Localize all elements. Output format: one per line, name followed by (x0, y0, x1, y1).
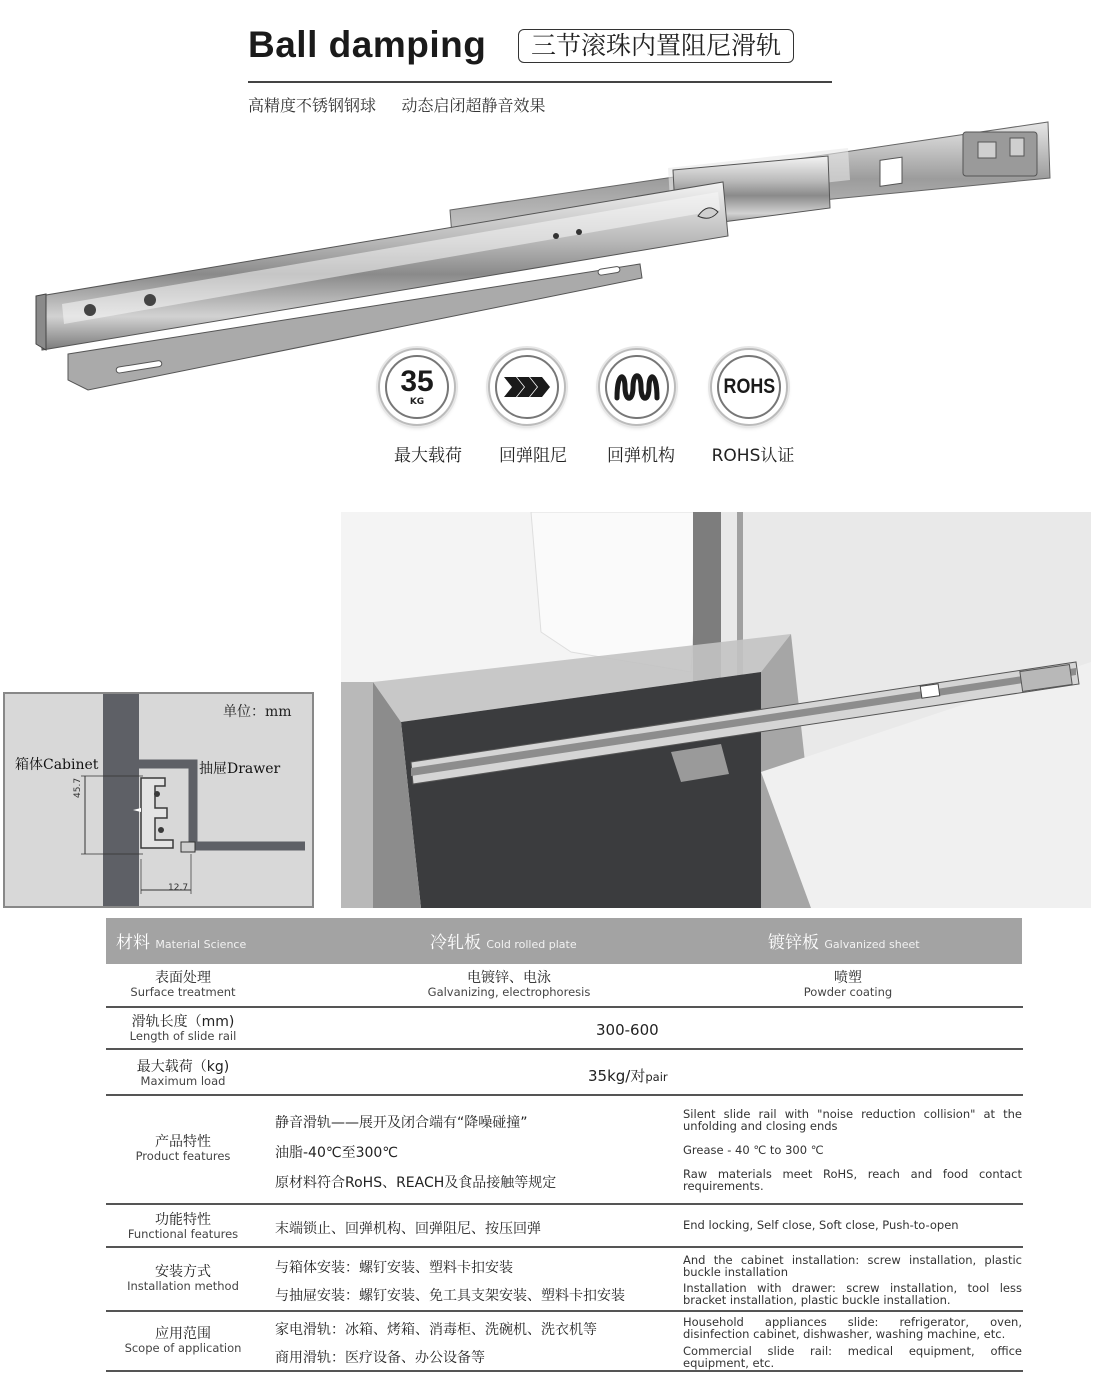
row-label-surface (106, 970, 260, 999)
surface-label-en: Surface treatment (130, 985, 236, 999)
function-en: End locking, Self close, Soft close, Push-to-open (683, 1218, 959, 1232)
product-feature-en: Silent slide rail with "noise reduction collision" at the unfolding and closing ends (683, 1107, 1022, 1133)
rohs-label: ROHS认证 (711, 446, 795, 466)
header-material-cn: 材料 (116, 933, 150, 953)
function-cn: 末端锁止、回弹机构、回弹阻尼、按压回弹 (275, 1221, 541, 1237)
load-value-main: 35kg/对 (588, 1067, 646, 1085)
max-load-badge (378, 348, 456, 426)
function-label-en: Functional features (127, 1227, 239, 1241)
row-label-length (106, 1014, 260, 1043)
function-label-cn: 功能特性 (155, 1212, 211, 1228)
product-feature-cn: 静音滑轨——展开及闭合端有“降噪碰撞” (275, 1115, 528, 1131)
load-value: 35 (400, 365, 434, 398)
product-feature-en: Raw materials meet RoHS, reach and food contact requirements. (683, 1167, 1022, 1193)
title-cn: 三节滚珠内置阻尼滑轨 (518, 29, 794, 63)
surface-galvanized (748, 970, 948, 999)
load-value-suffix: pair (645, 1070, 668, 1084)
height-dimension: 45.7 (73, 777, 83, 798)
header-galvanized (768, 928, 920, 953)
header-material-en: Material Science (155, 938, 247, 951)
row-label-install (106, 1264, 260, 1293)
row-divider (106, 1246, 1023, 1248)
surface-c2-en: Powder coating (803, 985, 893, 999)
product-label-cn: 产品特性 (155, 1134, 211, 1150)
width-dimension: 12.7 (168, 883, 189, 893)
header-galvanized-cn: 镀锌板 (768, 933, 819, 953)
surface-label-cn: 表面处理 (155, 970, 211, 986)
row-divider (106, 1310, 1023, 1312)
subtitle (248, 93, 545, 116)
product-label-en: Product features (135, 1149, 231, 1163)
scope-cn: 商用滑轨：医疗设备、办公设备等 (275, 1350, 485, 1366)
row-divider (106, 1048, 1023, 1050)
load-unit: KG (409, 397, 425, 407)
rail-profile-diagram (5, 694, 314, 908)
damping-label: 回弹阻尼 (499, 446, 567, 466)
spec-header (106, 918, 1022, 964)
row-label-scope (106, 1326, 260, 1355)
row-divider (106, 1203, 1023, 1205)
row-label-load (106, 1059, 260, 1088)
header-divider (248, 81, 832, 83)
row-divider (106, 1370, 1023, 1372)
row-divider (106, 1094, 1023, 1096)
length-label-en: Length of slide rail (129, 1029, 237, 1043)
header-cold-rolled-en: Cold rolled plate (486, 938, 577, 951)
product-feature-cn: 原材料符合RoHS、REACH及食品接触等规定 (275, 1175, 557, 1191)
header-material (116, 928, 246, 953)
damping-badge (488, 348, 566, 426)
rohs-icon (717, 355, 781, 419)
install-en: And the cabinet installation: screw installation, plastic buckle installation (683, 1253, 1022, 1279)
product-feature-cn: 油脂-40℃至300℃ (275, 1145, 399, 1161)
scope-label-cn: 应用范围 (155, 1326, 211, 1342)
install-cn: 与箱体安装：螺钉安装、塑料卡扣安装 (275, 1260, 513, 1276)
product-feature-en: Grease - 40 ℃ to 300 ℃ (683, 1143, 824, 1157)
title-en: Ball damping (248, 24, 487, 65)
drawer-label: 抽屉Drawer (199, 761, 281, 777)
header (248, 24, 832, 84)
scope-label-en: Scope of application (124, 1341, 242, 1355)
subtitle-quiet: 动态启闭超静音效果 (401, 96, 546, 115)
surface-c2-cn: 喷塑 (834, 970, 862, 986)
header-galvanized-en: Galvanized sheet (824, 938, 920, 951)
install-label-cn: 安装方式 (155, 1264, 211, 1280)
cabinet-label: 箱体Cabinet (15, 757, 99, 773)
install-label-en: Installation method (127, 1279, 239, 1293)
surface-c1-cn: 电镀锌、电泳 (467, 970, 551, 986)
install-en: Installation with drawer: screw installation, tool less bracket installation, plastic buckle installation. (683, 1281, 1022, 1307)
row-label-function (106, 1212, 260, 1241)
load-value (588, 1065, 668, 1086)
spring-label: 回弹机构 (607, 446, 675, 466)
scope-cn: 家电滑轨：冰箱、烤箱、消毒柜、洗碗机、洗衣机等 (275, 1322, 597, 1338)
length-value: 300-600 (596, 1021, 659, 1039)
rohs-text: ROHS (723, 375, 775, 398)
header-cold-rolled-cn: 冷轧板 (430, 933, 481, 953)
surface-cold-rolled (406, 970, 612, 999)
row-label-product (106, 1134, 260, 1163)
rohs-badge (710, 348, 788, 426)
length-label-cn: 滑轨长度（mm) (131, 1014, 235, 1030)
load-label-en: Maximum load (140, 1074, 226, 1088)
surface-c1-en: Galvanizing, electrophoresis (427, 985, 591, 999)
install-cn: 与抽屉安装：螺钉安装、免工具支架安装、塑料卡扣安装 (275, 1288, 625, 1304)
scope-en: Household appliances slide: refrigerator, oven, disinfection cabinet, dishwasher, washing machine, etc. (683, 1315, 1022, 1341)
row-divider (106, 1006, 1023, 1008)
scope-en: Commercial slide rail: medical equipment, office equipment, etc. (683, 1344, 1022, 1370)
load-label-cn: 最大载荷（kg) (136, 1059, 230, 1075)
installation-photo (341, 512, 1091, 908)
spring-coil-icon (613, 370, 661, 404)
unit-label: 单位：mm (223, 704, 292, 720)
header-cold-rolled (430, 928, 577, 953)
load-35kg-icon (385, 355, 449, 419)
spring-badge (598, 348, 676, 426)
dimension-drawing (3, 692, 314, 908)
arrows-damping-icon (502, 375, 552, 399)
max-load-label: 最大载荷 (394, 446, 462, 466)
subtitle-ball: 高精度不锈钢钢球 (248, 96, 377, 115)
